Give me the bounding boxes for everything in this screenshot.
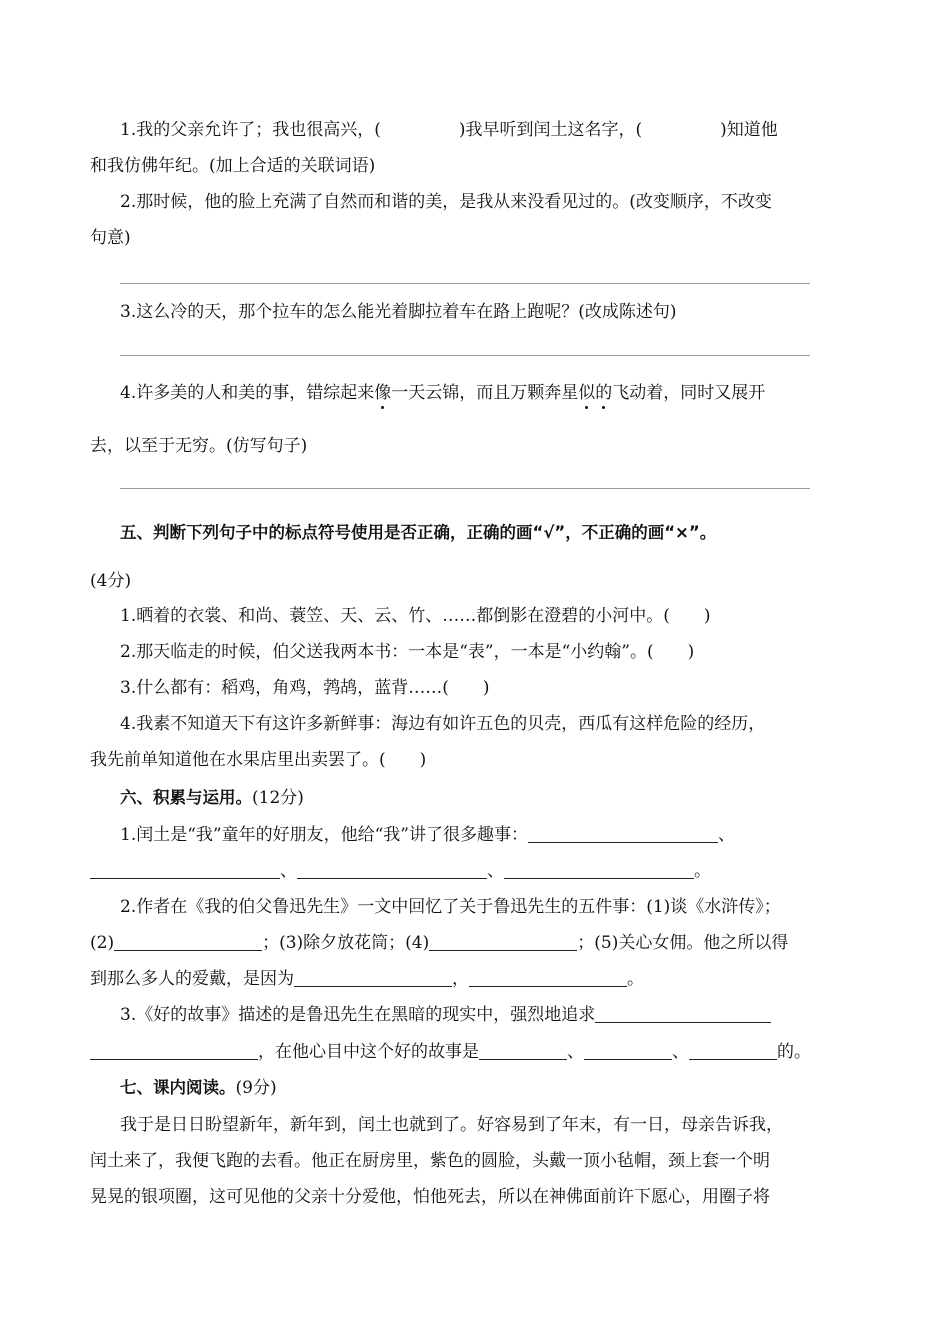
s4-q1-text-a: 1.我的父亲允许了；我也很高兴，( <box>120 120 381 140</box>
s5-q1: 1.晒着的衣裳、和尚、蓑笠、天、云、竹、……都倒影在澄碧的小河中。( ) <box>120 606 711 626</box>
s4-q4-text-a2: 一天云锦，而且万颗奔星 <box>391 383 579 403</box>
s6-q2-blank-reason-2[interactable] <box>469 968 627 987</box>
s6-q3-sep: 、 <box>672 1042 689 1062</box>
s6-title: 六、积累与运用。 <box>120 788 252 807</box>
s6-q1-blank-4[interactable] <box>504 860 694 879</box>
s6-q2-sep: ； <box>262 933 280 953</box>
s4-q2-line2: 句意) <box>90 228 131 248</box>
s4-q2-answer-line[interactable] <box>120 283 810 284</box>
s6-q1-line2 <box>90 859 711 883</box>
s6-q1-sep: 、 <box>717 825 735 845</box>
s6-q2-text-c1: 到那么多人的爱戴，是因为 <box>90 969 294 989</box>
s6-q1-sep: 、 <box>487 861 504 881</box>
s6-q2-text-b2: (3)除夕放花筒；(4) <box>279 933 430 953</box>
s7-title: 七、课内阅读。 <box>120 1078 236 1097</box>
s4-q2-line1: 2.那时候，他的脸上充满了自然而和谐的美，是我从来没看见过的。(改变顺序，不改变 <box>120 192 772 212</box>
s6-q3-blank-4[interactable] <box>584 1041 672 1060</box>
s6-q3-line1 <box>120 1003 771 1027</box>
s6-score: (12分) <box>252 788 304 808</box>
s6-q2-text-b3: (5)关心女佣。他之所以得 <box>594 933 789 953</box>
s6-q1-end: 。 <box>694 861 711 881</box>
s6-q2-blank-4[interactable] <box>429 932 577 951</box>
s4-q4-line1 <box>120 381 765 405</box>
s6-q1-blank-3[interactable] <box>297 860 487 879</box>
s4-q4-dotted-char-1: 像 <box>374 383 392 403</box>
s4-q1-text-b: )我早听到闰土这名字，( <box>458 120 643 140</box>
s6-heading <box>120 786 304 810</box>
s6-q2-sep: ， <box>452 969 469 989</box>
s6-q3-sep: 、 <box>567 1042 584 1062</box>
s5-score: (4分) <box>90 571 132 591</box>
s7-passage-line2: 闰土来了，我便飞跑的去看。他正在厨房里，紫色的圆脸，头戴一顶小毡帽，颈上套一个明 <box>90 1151 770 1171</box>
s6-q2-line2 <box>90 931 788 955</box>
s6-q1-sep: 、 <box>280 861 297 881</box>
s4-q1-text-c: )知道他 <box>720 120 778 140</box>
s6-q3-text-a: 3.《好的故事》描述的是鲁迅先生在黑暗的现实中，强烈地追求 <box>120 1005 596 1025</box>
s6-q1-line1 <box>120 823 735 847</box>
s7-score: (9分) <box>235 1078 277 1098</box>
s6-q3-text-b1: ，在他心目中这个好的故事是 <box>258 1042 479 1062</box>
s6-q1-blank-1[interactable] <box>528 824 718 843</box>
s6-q3-blank-5[interactable] <box>689 1041 777 1060</box>
s6-q2-end: 。 <box>627 969 644 989</box>
s4-q1-line2: 和我仿佛年纪。(加上合适的关联词语) <box>90 156 376 176</box>
s6-q3-blank-3[interactable] <box>479 1041 567 1060</box>
s6-q3-blank-2[interactable] <box>90 1041 258 1060</box>
s4-q3-line: 3.这么冷的天，那个拉车的怎么能光着脚拉着车在路上跑呢？(改成陈述句) <box>120 302 677 322</box>
s4-q4-text-a3: 飞动着，同时又展开 <box>612 383 766 403</box>
s5-title: 五、判断下列句子中的标点符号使用是否正确，正确的画“√”，不正确的画“×”。 <box>120 523 717 542</box>
s4-q4-text-a1: 4.许多美的人和美的事，错综起来 <box>120 383 375 403</box>
s4-q4-line2: 去，以至于无穷。(仿写句子) <box>90 436 308 456</box>
s4-q4-dotted-char-3: 的 <box>595 383 613 403</box>
s4-q4-answer-line[interactable] <box>120 488 810 489</box>
s7-passage-line1: 我于是日日盼望新年，新年到，闰土也就到了。好容易到了年末，有一日，母亲告诉我， <box>120 1115 783 1135</box>
s5-q4-line1: 4.我素不知道天下有这许多新鲜事：海边有如许五色的贝壳，西瓜有这样危险的经历， <box>120 714 766 734</box>
s4-q1-line1 <box>120 118 778 142</box>
s6-q3-blank-1[interactable] <box>595 1004 771 1023</box>
s4-q3-answer-line[interactable] <box>120 355 810 356</box>
s6-q3-line2 <box>90 1040 811 1064</box>
s6-q2-sep: ； <box>577 933 595 953</box>
s6-q1-blank-2[interactable] <box>90 860 280 879</box>
s6-q2-text-b1: (2) <box>90 933 115 953</box>
s6-q3-text-b2: 的。 <box>777 1042 811 1062</box>
s6-q2-line3 <box>90 967 644 991</box>
s6-q1-text: 1.闰土是“我”童年的好朋友，他给“我”讲了很多趣事： <box>120 825 528 845</box>
s4-q4-dotted-char-2: 似 <box>578 383 596 403</box>
s7-heading <box>120 1076 277 1100</box>
s6-q2-blank-2[interactable] <box>114 932 262 951</box>
s5-q2: 2.那天临走的时候，伯父送我两本书：一本是“表”，一本是“小约翰”。( ) <box>120 642 695 662</box>
s6-q2-line1: 2.作者在《我的伯父鲁迅先生》一文中回忆了关于鲁迅先生的五件事：(1)谈《水浒传》； <box>120 897 781 917</box>
s5-q3: 3.什么都有：稻鸡，角鸡，鹁鸪，蓝背……( ) <box>120 678 490 698</box>
s5-q4-line2: 我先前单知道他在水果店里出卖罢了。( ) <box>90 750 427 770</box>
s6-q2-blank-reason-1[interactable] <box>294 968 452 987</box>
s7-passage-line3: 晃晃的银项圈，这可见他的父亲十分爱他，怕他死去，所以在神佛面前许下愿心，用圈子将 <box>90 1187 770 1207</box>
